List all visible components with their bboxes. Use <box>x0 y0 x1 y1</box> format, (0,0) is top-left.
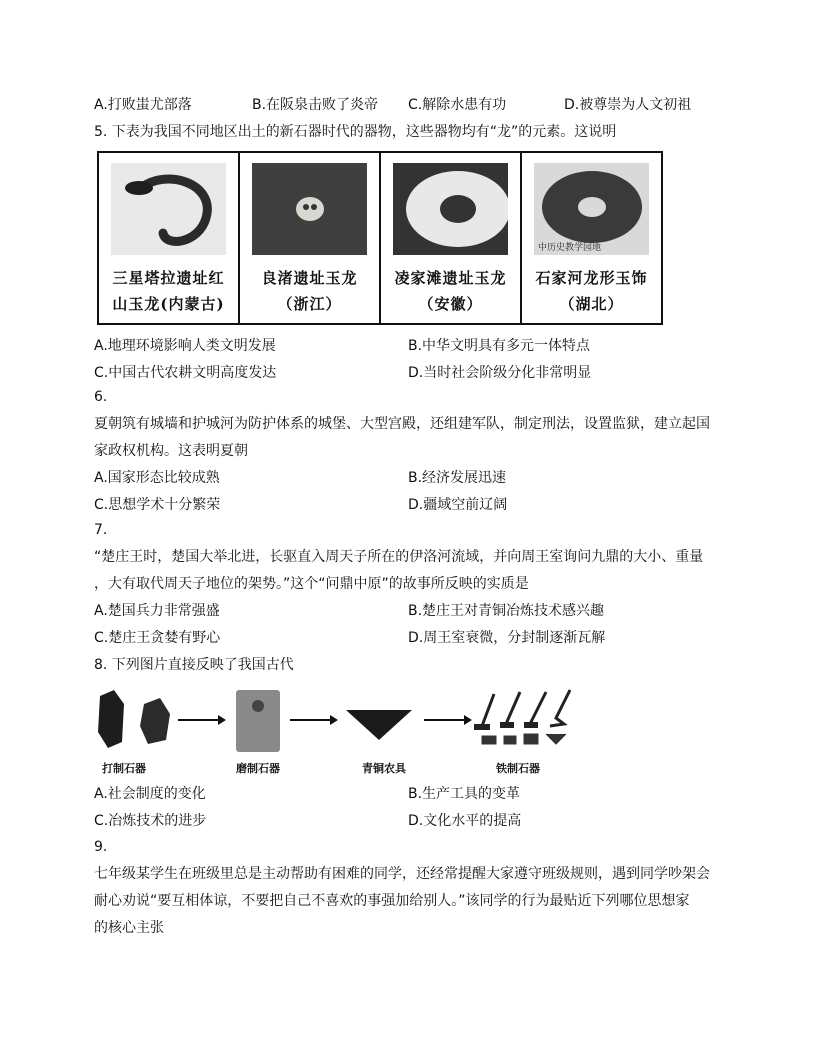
q5-option-a: A.地理环境影响人类文明发展 <box>94 338 276 354</box>
q4-option-b: B.在阪泉击败了炎帝 <box>252 97 379 113</box>
q8-option-a: A.社会制度的变化 <box>94 786 206 802</box>
label-bronze-tool: 青铜农具 <box>362 762 406 775</box>
q8-option-c: C.冶炼技术的进步 <box>94 813 207 829</box>
q9-stem-line3: 的核心主张 <box>94 920 164 936</box>
q6-stem-line1: 夏朝筑有城墙和护城河为防护体系的城堡、大型宫殿，还组建军队，制定刑法，设置监狱，建立起国 <box>94 416 710 432</box>
artifact-watermark: 中历史教学园地 <box>538 243 602 253</box>
q7-option-d: D.周王室衰微，分封制逐渐瓦解 <box>408 630 606 646</box>
artifact-cell-1 <box>99 153 240 323</box>
q5-artifact-table <box>97 151 663 325</box>
q8-option-b: B.生产工具的变革 <box>408 786 521 802</box>
artifact-cell-2 <box>240 153 381 323</box>
q4-option-a: A.打败蚩尤部落 <box>94 97 192 113</box>
q9-number: 9. <box>94 839 108 855</box>
label-iron-tool: 铁制石器 <box>496 762 540 775</box>
artifact-photo-shijiahe-ornament <box>534 163 649 255</box>
tool-evolution-drawing <box>94 684 614 759</box>
q6-option-d: D.疆域空前辽阔 <box>408 497 508 513</box>
q7-option-c: C.楚庄王贪婪有野心 <box>94 630 221 646</box>
q4-option-d: D.被尊崇为人文初祖 <box>564 97 692 113</box>
q7-stem-line1: “楚庄王时，楚国大举北进，长驱直入周天子所在的伊洛河流域，并向周王室询问九鼎的大小、重量 <box>94 549 704 565</box>
q8-option-d: D.文化水平的提高 <box>408 813 522 829</box>
q7-stem-line2: ，大有取代周天子地位的架势。”这个“问鼎中原”的故事所反映的实质是 <box>94 576 529 592</box>
q6-option-c: C.思想学术十分繁荣 <box>94 497 221 513</box>
q6-option-b: B.经济发展迅速 <box>408 470 507 486</box>
q9-stem-line1: 七年级某学生在班级里总是主动帮助有困难的同学，还经常提醒大家遵守班级规则，遇到同学吵架会 <box>94 866 710 882</box>
artifact-photo-hongshan-dragon <box>111 163 226 255</box>
q7-option-b: B.楚庄王对青铜冶炼技术感兴趣 <box>408 603 605 619</box>
artifact-caption-2: 良渚遗址玉龙 （浙江） <box>261 269 358 313</box>
q6-number: 6. <box>94 389 108 405</box>
q6-option-a: A.国家形态比较成熟 <box>94 470 220 486</box>
q5-option-b: B.中华文明具有多元一体特点 <box>408 338 591 354</box>
q5-option-d: D.当时社会阶级分化非常明显 <box>408 365 592 381</box>
artifact-photo-liangzhu-dragon <box>252 163 367 255</box>
artifact-caption-4: 石家河龙形玉饰 （湖北） <box>535 269 648 313</box>
q4-option-c: C.解除水患有功 <box>408 97 507 113</box>
artifact-cell-4 <box>522 153 661 323</box>
q6-stem-line2: 家政权机构。这表明夏朝 <box>94 443 248 459</box>
q9-stem-line2: 耐心劝说“要互相体谅，不要把自己不喜欢的事强加给别人。”该同学的行为最贴近下列哪位思想家 <box>94 893 690 909</box>
artifact-caption-1: 三星塔拉遗址红 山玉龙(内蒙古) <box>112 269 225 313</box>
tool-evolution-figure <box>94 684 614 779</box>
q8-stem: 8. 下列图片直接反映了我国古代 <box>94 657 294 673</box>
artifact-caption-3: 凌家滩遗址玉龙 （安徽） <box>394 269 507 313</box>
q7-option-a: A.楚国兵力非常强盛 <box>94 603 220 619</box>
label-chipped-stone: 打制石器 <box>102 762 146 775</box>
q7-number: 7. <box>94 522 108 538</box>
q5-stem: 5. 下表为我国不同地区出土的新石器时代的器物，这些器物均有“龙”的元素。这说明 <box>94 124 617 140</box>
artifact-photo-lingjiatan-dragon <box>393 163 508 255</box>
label-polished-stone: 磨制石器 <box>236 762 280 775</box>
q5-option-c: C.中国古代农耕文明高度发达 <box>94 365 277 381</box>
artifact-cell-3 <box>381 153 522 323</box>
